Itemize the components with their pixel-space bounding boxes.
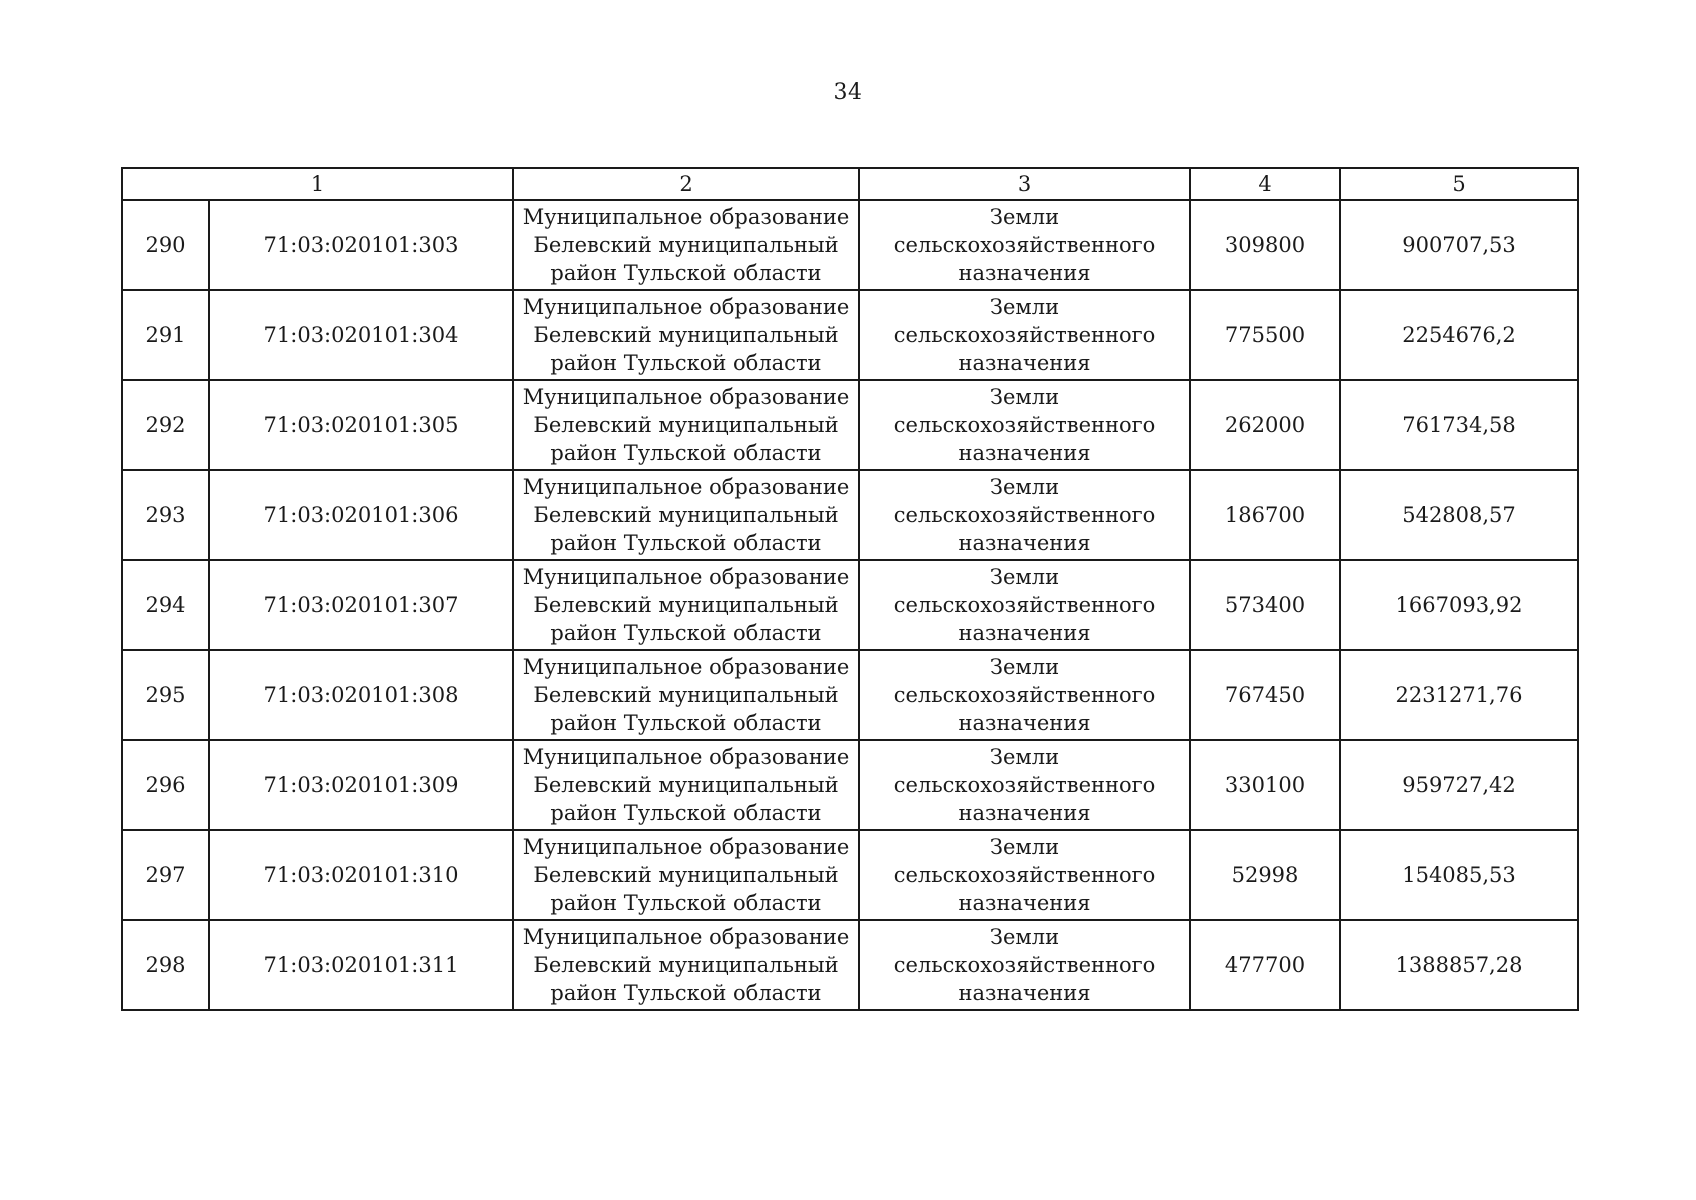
owner-cell-line: Белевский муниципальный <box>533 503 839 527</box>
owner-cell-line: район Тульской области <box>550 441 822 465</box>
row-number-cell: 292 <box>122 380 209 470</box>
land-category-cell-line: сельскохозяйственного <box>893 503 1156 527</box>
land-category-cell-line: сельскохозяйственного <box>893 683 1156 707</box>
land-category-cell-line: сельскохозяйственного <box>893 323 1156 347</box>
land-registry-table <box>121 167 1579 1011</box>
table-row <box>122 830 1578 920</box>
cadastral-value-cell: 1388857,28 <box>1340 920 1578 1010</box>
owner-cell-line: Белевский муниципальный <box>533 863 839 887</box>
area-cell: 573400 <box>1190 560 1340 650</box>
table-header <box>122 168 1578 200</box>
owner-cell-line: Белевский муниципальный <box>533 323 839 347</box>
table-row <box>122 650 1578 740</box>
land-category-cell <box>859 290 1190 380</box>
owner-cell-line: Муниципальное образование <box>522 205 850 229</box>
cadastral-value-cell: 2254676,2 <box>1340 290 1578 380</box>
row-number-cell: 293 <box>122 470 209 560</box>
owner-cell <box>513 920 859 1010</box>
land-category-cell-line: назначения <box>958 351 1091 375</box>
column-header-3: 3 <box>859 168 1190 200</box>
land-category-cell-line: Земли <box>989 205 1060 229</box>
cadastral-value-cell: 1667093,92 <box>1340 560 1578 650</box>
owner-cell <box>513 650 859 740</box>
column-header-1: 1 <box>122 168 513 200</box>
cadastral-value-cell: 2231271,76 <box>1340 650 1578 740</box>
row-number-cell: 298 <box>122 920 209 1010</box>
area-cell: 330100 <box>1190 740 1340 830</box>
owner-cell-line: Муниципальное образование <box>522 655 850 679</box>
owner-cell-line: Белевский муниципальный <box>533 413 839 437</box>
area-cell: 767450 <box>1190 650 1340 740</box>
table-body <box>122 200 1578 1010</box>
owner-cell-line: район Тульской области <box>550 261 822 285</box>
land-category-cell-line: Земли <box>989 295 1060 319</box>
owner-cell-line: Белевский муниципальный <box>533 683 839 707</box>
row-number-cell: 294 <box>122 560 209 650</box>
area-cell: 477700 <box>1190 920 1340 1010</box>
owner-cell-line: Белевский муниципальный <box>533 593 839 617</box>
page-number: 34 <box>833 80 863 105</box>
owner-cell-line: Муниципальное образование <box>522 385 850 409</box>
table-row <box>122 290 1578 380</box>
row-number-cell: 290 <box>122 200 209 290</box>
cadastral-number-cell: 71:03:020101:305 <box>209 380 513 470</box>
row-number-cell: 295 <box>122 650 209 740</box>
owner-cell <box>513 830 859 920</box>
cadastral-number-cell: 71:03:020101:311 <box>209 920 513 1010</box>
land-category-cell-line: назначения <box>958 891 1091 915</box>
land-category-cell-line: Земли <box>989 745 1060 769</box>
cadastral-value-cell: 542808,57 <box>1340 470 1578 560</box>
land-category-cell-line: сельскохозяйственного <box>893 233 1156 257</box>
owner-cell <box>513 740 859 830</box>
land-category-cell-line: Земли <box>989 925 1060 949</box>
land-category-cell-line: сельскохозяйственного <box>893 593 1156 617</box>
cadastral-value-cell: 761734,58 <box>1340 380 1578 470</box>
owner-cell-line: Муниципальное образование <box>522 565 850 589</box>
land-category-cell <box>859 470 1190 560</box>
column-header-2: 2 <box>513 168 859 200</box>
land-category-cell-line: назначения <box>958 711 1091 735</box>
land-category-cell-line: сельскохозяйственного <box>893 953 1156 977</box>
land-category-cell-line: назначения <box>958 621 1091 645</box>
cadastral-number-cell: 71:03:020101:306 <box>209 470 513 560</box>
cadastral-number-cell: 71:03:020101:304 <box>209 290 513 380</box>
owner-cell-line: Муниципальное образование <box>522 295 850 319</box>
column-header-5: 5 <box>1340 168 1578 200</box>
owner-cell-line: район Тульской области <box>550 981 822 1005</box>
cadastral-value-cell: 959727,42 <box>1340 740 1578 830</box>
row-number-cell: 296 <box>122 740 209 830</box>
owner-cell-line: район Тульской области <box>550 711 822 735</box>
owner-cell-line: район Тульской области <box>550 351 822 375</box>
owner-cell <box>513 470 859 560</box>
cadastral-value-cell: 900707,53 <box>1340 200 1578 290</box>
cadastral-value-cell: 154085,53 <box>1340 830 1578 920</box>
table-row <box>122 380 1578 470</box>
cadastral-number-cell: 71:03:020101:310 <box>209 830 513 920</box>
land-category-cell-line: назначения <box>958 801 1091 825</box>
land-category-cell-line: назначения <box>958 981 1091 1005</box>
owner-cell-line: район Тульской области <box>550 891 822 915</box>
owner-cell-line: Белевский муниципальный <box>533 953 839 977</box>
land-category-cell <box>859 380 1190 470</box>
land-category-cell-line: сельскохозяйственного <box>893 773 1156 797</box>
area-cell: 186700 <box>1190 470 1340 560</box>
owner-cell-line: Белевский муниципальный <box>533 233 839 257</box>
land-category-cell <box>859 830 1190 920</box>
table-row <box>122 560 1578 650</box>
land-category-cell <box>859 200 1190 290</box>
table-row <box>122 200 1578 290</box>
table-row <box>122 740 1578 830</box>
owner-cell-line: Белевский муниципальный <box>533 773 839 797</box>
area-cell: 262000 <box>1190 380 1340 470</box>
land-category-cell <box>859 920 1190 1010</box>
row-number-cell: 297 <box>122 830 209 920</box>
cadastral-number-cell: 71:03:020101:303 <box>209 200 513 290</box>
land-category-cell-line: назначения <box>958 261 1091 285</box>
cadastral-number-cell: 71:03:020101:307 <box>209 560 513 650</box>
land-category-cell-line: сельскохозяйственного <box>893 413 1156 437</box>
owner-cell <box>513 290 859 380</box>
land-category-cell-line: назначения <box>958 531 1091 555</box>
cadastral-number-cell: 71:03:020101:308 <box>209 650 513 740</box>
owner-cell <box>513 380 859 470</box>
area-cell: 775500 <box>1190 290 1340 380</box>
land-category-cell-line: Земли <box>989 565 1060 589</box>
land-category-cell-line: Земли <box>989 385 1060 409</box>
land-category-cell <box>859 740 1190 830</box>
area-cell: 309800 <box>1190 200 1340 290</box>
owner-cell <box>513 200 859 290</box>
land-category-cell-line: сельскохозяйственного <box>893 863 1156 887</box>
owner-cell-line: Муниципальное образование <box>522 745 850 769</box>
cadastral-number-cell: 71:03:020101:309 <box>209 740 513 830</box>
land-category-cell-line: Земли <box>989 475 1060 499</box>
owner-cell-line: Муниципальное образование <box>522 925 850 949</box>
table-row <box>122 470 1578 560</box>
land-category-cell <box>859 560 1190 650</box>
owner-cell-line: Муниципальное образование <box>522 475 850 499</box>
land-category-cell <box>859 650 1190 740</box>
column-header-4: 4 <box>1190 168 1340 200</box>
owner-cell-line: район Тульской области <box>550 531 822 555</box>
owner-cell-line: район Тульской области <box>550 801 822 825</box>
area-cell: 52998 <box>1190 830 1340 920</box>
land-category-cell-line: Земли <box>989 655 1060 679</box>
row-number-cell: 291 <box>122 290 209 380</box>
land-category-cell-line: назначения <box>958 441 1091 465</box>
land-category-cell-line: Земли <box>989 835 1060 859</box>
table-row <box>122 920 1578 1010</box>
owner-cell <box>513 560 859 650</box>
owner-cell-line: Муниципальное образование <box>522 835 850 859</box>
owner-cell-line: район Тульской области <box>550 621 822 645</box>
header-row <box>122 168 1578 200</box>
